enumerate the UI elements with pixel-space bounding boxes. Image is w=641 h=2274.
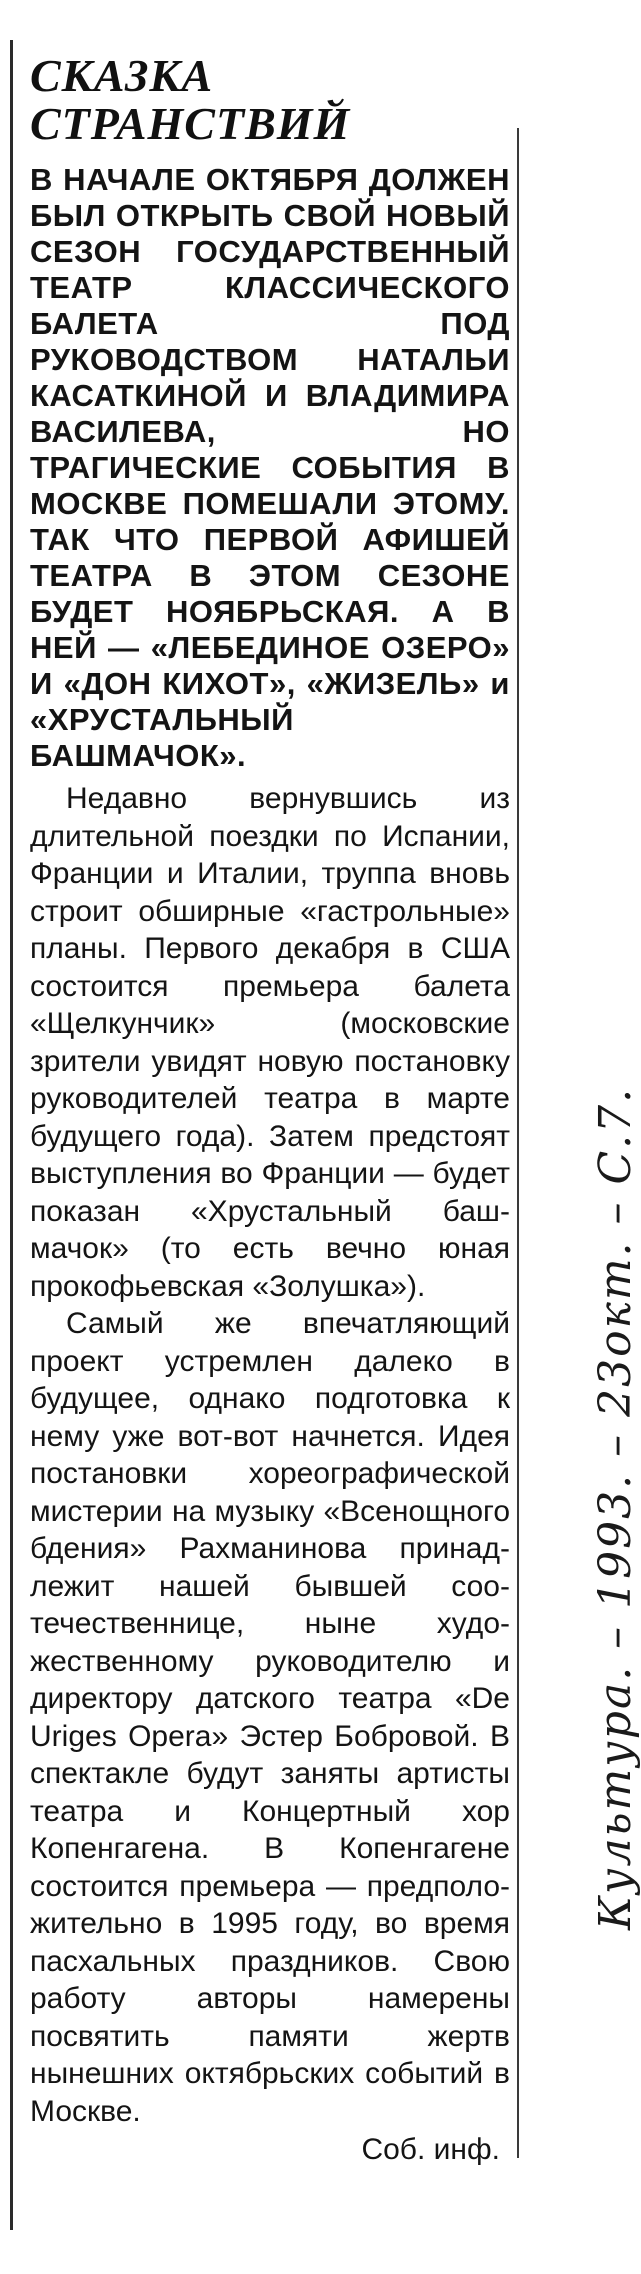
article-body — [30, 780, 510, 2130]
left-column-rule — [10, 40, 13, 2230]
body-paragraph-1: Недавно вернувшись из длительной поездки по Испании, Франции и Италии, труппа вновь строит обширные «гастрольные» планы. Первого декабря в США состоится премьера балета «Щелкунчик» (московские зрители увидят новую постановку руководителей театра в марте будущего года). Затем предстоят выступления во Франции — будет показан «Хрустальный башмачок» (то есть вечно юная прокофьевская «Золушка»). — [30, 782, 510, 1303]
right-column-rule — [517, 128, 519, 2158]
article-signature: Соб. инф. — [361, 2133, 500, 2166]
article-headline: СКАЗКА СТРАНСТВИЙ — [30, 50, 351, 149]
body-paragraph-2: Самый же впечатляющий проект устремлен далеко в будущее, однако подготовка к нему уже вот-вот начнется. Идея постановки хореографической мистерии на музыку «Всенощного бдения» Рахманинова принадлежит нашей бывшей соотечественнице, ныне художественному руководителю и директору датского театра «De Uriges Opera» Эстер Бобровой. В спектакле будут заняты артисты театра и Концертный хор Копенгагена. В Копенгагене состоится премьера — предположительно в 1995 году, во время пасхальных праздников. Свою работу авторы намерены посвятить памяти жертв нынешних октябрьских событий в Москве. — [30, 1307, 510, 2128]
article-lead: В НАЧАЛЕ ОКТЯБРЯ ДОЛЖЕН БЫЛ ОТКРЫТЬ СВОЙ НОВЫЙ СЕЗОН ГОСУДАРСТВЕННЫЙ ТЕАТР КЛАССИЧЕСКОГО БАЛЕТА ПОД РУКОВОДСТВОМ НАТАЛЬИ КАСАТКИНОЙ И ВЛАДИМИРА ВАСИЛЕВА, НО ТРАГИЧЕСКИЕ СОБЫТИЯ В МОСКВЕ ПОМЕШАЛИ ЭТОМУ. ТАК ЧТО ПЕРВОЙ АФИШЕЙ ТЕАТРА В ЭТОМ СЕЗОНЕ БУДЕТ НОЯБРЬСКАЯ. А В НЕЙ — «ЛЕБЕДИНОЕ ОЗЕРО» И «ДОН КИХОТ», «ЖИЗЕЛЬ» и «ХРУСТАЛЬНЫЙ БАШМАЧОК». — [30, 162, 510, 773]
handwritten-source-note: Культура. – 1993. – 23окт. – С.7. — [590, 1086, 641, 1930]
article — [30, 52, 510, 2168]
